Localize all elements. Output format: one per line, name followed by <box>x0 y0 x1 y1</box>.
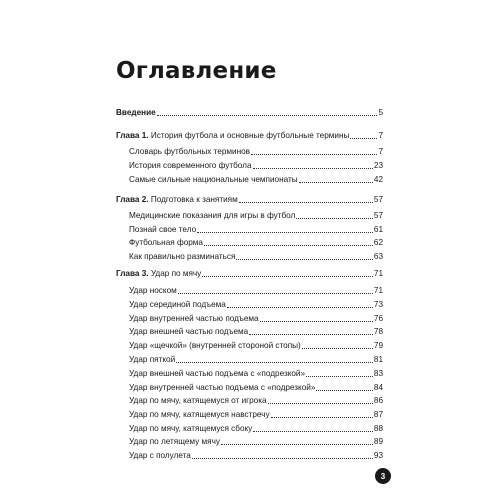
dot-leader <box>221 444 373 445</box>
toc-entry-label: Удар пяткой <box>129 355 176 364</box>
dot-leader <box>271 417 373 418</box>
toc-entry[interactable] <box>129 325 383 337</box>
toc-entry[interactable] <box>129 312 383 324</box>
toc-entry[interactable] <box>129 435 383 447</box>
dot-leader <box>249 334 373 335</box>
toc-entry-label: Удар по мячу, катящемуся от игрока <box>129 396 267 405</box>
toc-page-number: 61 <box>373 225 383 234</box>
toc-page-number: 5 <box>378 108 383 117</box>
toc-entry-label: Удар по мячу, катящемуся навстречу <box>129 410 270 419</box>
dot-leader <box>176 362 373 363</box>
toc-entry-label: Удар внешней частью подъема <box>129 327 249 336</box>
toc-entry-label: Удар «щечкой» (внутренней стороной стопы) <box>129 341 301 350</box>
toc-entry-chapter-2[interactable] <box>116 193 383 205</box>
dot-leader <box>197 232 373 233</box>
toc-entry-label: Подготовка к занятиям <box>148 195 238 204</box>
toc-page-number: 88 <box>373 424 383 433</box>
toc-chapter-label: Глава 2. <box>116 195 149 204</box>
toc-entry-label: Удар внутренней частью подъема <box>129 314 259 323</box>
dot-leader <box>299 182 373 183</box>
dot-leader <box>260 321 373 322</box>
toc-entry[interactable] <box>129 145 383 157</box>
toc-page-number: 23 <box>373 161 383 170</box>
toc-entry-label: История футбола и основные футбольные термины <box>148 131 350 140</box>
toc-entry[interactable] <box>129 223 383 235</box>
dot-leader <box>239 202 373 203</box>
toc-entry[interactable] <box>129 367 383 379</box>
toc-entry-chapter-1[interactable] <box>116 129 383 141</box>
toc-page-number: 57 <box>373 211 383 220</box>
toc-entry-label: Удар внешней частью подъема с «подрезкой» <box>129 369 306 378</box>
toc-entry-label: Удар по мячу <box>148 269 202 278</box>
toc-page-number: 57 <box>373 195 383 204</box>
toc-page-number: 76 <box>373 314 383 323</box>
toc-page-number: 79 <box>373 341 383 350</box>
toc-page-number: 7 <box>378 131 383 140</box>
toc-entry[interactable] <box>129 236 383 248</box>
toc-page-number: 42 <box>373 175 383 184</box>
toc-entry[interactable] <box>129 381 383 393</box>
toc-page-number: 93 <box>373 451 383 460</box>
toc-entry-label: Словарь футбольных терминов <box>129 147 251 156</box>
toc-entry-label: Футбольная форма <box>129 238 203 247</box>
toc-entry-chapter-3[interactable] <box>116 267 383 279</box>
toc-page-number: 83 <box>373 369 383 378</box>
toc-entry[interactable] <box>129 298 383 310</box>
toc-page-number: 73 <box>373 300 383 309</box>
toc-entry-label: Удар носком <box>129 286 177 295</box>
toc-entry[interactable] <box>129 339 383 351</box>
page-title: Оглавление <box>116 58 277 84</box>
toc-page-number: 71 <box>373 286 383 295</box>
dot-leader <box>268 403 373 404</box>
toc-entry-label: Удар по мячу, катящемуся сбоку <box>129 424 253 433</box>
toc-page-number: 7 <box>378 147 383 156</box>
toc-entry-label: Удар внутренней частью подъема с «подрезкой» <box>129 383 316 392</box>
toc-entry[interactable] <box>129 394 383 406</box>
dot-leader <box>350 138 377 139</box>
toc-page-number: 78 <box>373 327 383 336</box>
toc-entry-label: Познай свое тело <box>129 225 197 234</box>
toc-page-number: 84 <box>373 383 383 392</box>
toc-page-number: 81 <box>373 355 383 364</box>
page-number-badge: 3 <box>375 468 391 484</box>
dot-leader <box>157 115 378 116</box>
dot-leader <box>236 259 372 260</box>
dot-leader <box>202 276 373 277</box>
dot-leader <box>204 245 373 246</box>
toc-chapter-label: Глава 3. <box>116 269 149 278</box>
toc-entry[interactable] <box>129 408 383 420</box>
toc-entry-label: Введение <box>116 108 156 117</box>
dot-leader <box>178 293 373 294</box>
dot-leader <box>302 348 373 349</box>
toc-page-number: 63 <box>373 252 383 261</box>
toc-page-number: 71 <box>373 269 383 278</box>
toc-entry-label: История современного футбола <box>129 161 252 170</box>
toc-entry[interactable] <box>129 449 383 461</box>
toc-entry-label: Удар по летящему мячу <box>129 437 220 446</box>
toc-page-number: 89 <box>373 437 383 446</box>
toc-entry[interactable] <box>129 250 383 262</box>
toc-chapter-label: Глава 1. <box>116 131 149 140</box>
toc-entry[interactable] <box>129 159 383 171</box>
dot-leader <box>192 458 373 459</box>
toc-entry-label: Самые сильные национальные чемпионаты <box>129 175 298 184</box>
toc-entry-label: Как правильно разминаться <box>129 252 236 261</box>
dot-leader <box>251 154 377 155</box>
toc-entry[interactable] <box>129 209 383 221</box>
toc-entry[interactable] <box>129 284 383 296</box>
toc-entry[interactable] <box>129 353 383 365</box>
dot-leader <box>316 390 372 391</box>
toc-entry-label: Удар серединой подъема <box>129 300 226 309</box>
dot-leader <box>253 168 373 169</box>
toc-entry-introduction[interactable] <box>116 106 383 118</box>
dot-leader <box>227 307 373 308</box>
toc-entry[interactable] <box>129 422 383 434</box>
dot-leader <box>253 431 373 432</box>
dot-leader <box>306 376 373 377</box>
toc-page-number: 62 <box>373 238 383 247</box>
dot-leader <box>296 218 373 219</box>
toc-page-number: 86 <box>373 396 383 405</box>
toc-entry-label: Удар с полулета <box>129 451 191 460</box>
toc-entry[interactable] <box>129 173 383 185</box>
toc-page-number: 87 <box>373 410 383 419</box>
toc-entry-label: Медицинские показания для игры в футбол <box>129 211 296 220</box>
